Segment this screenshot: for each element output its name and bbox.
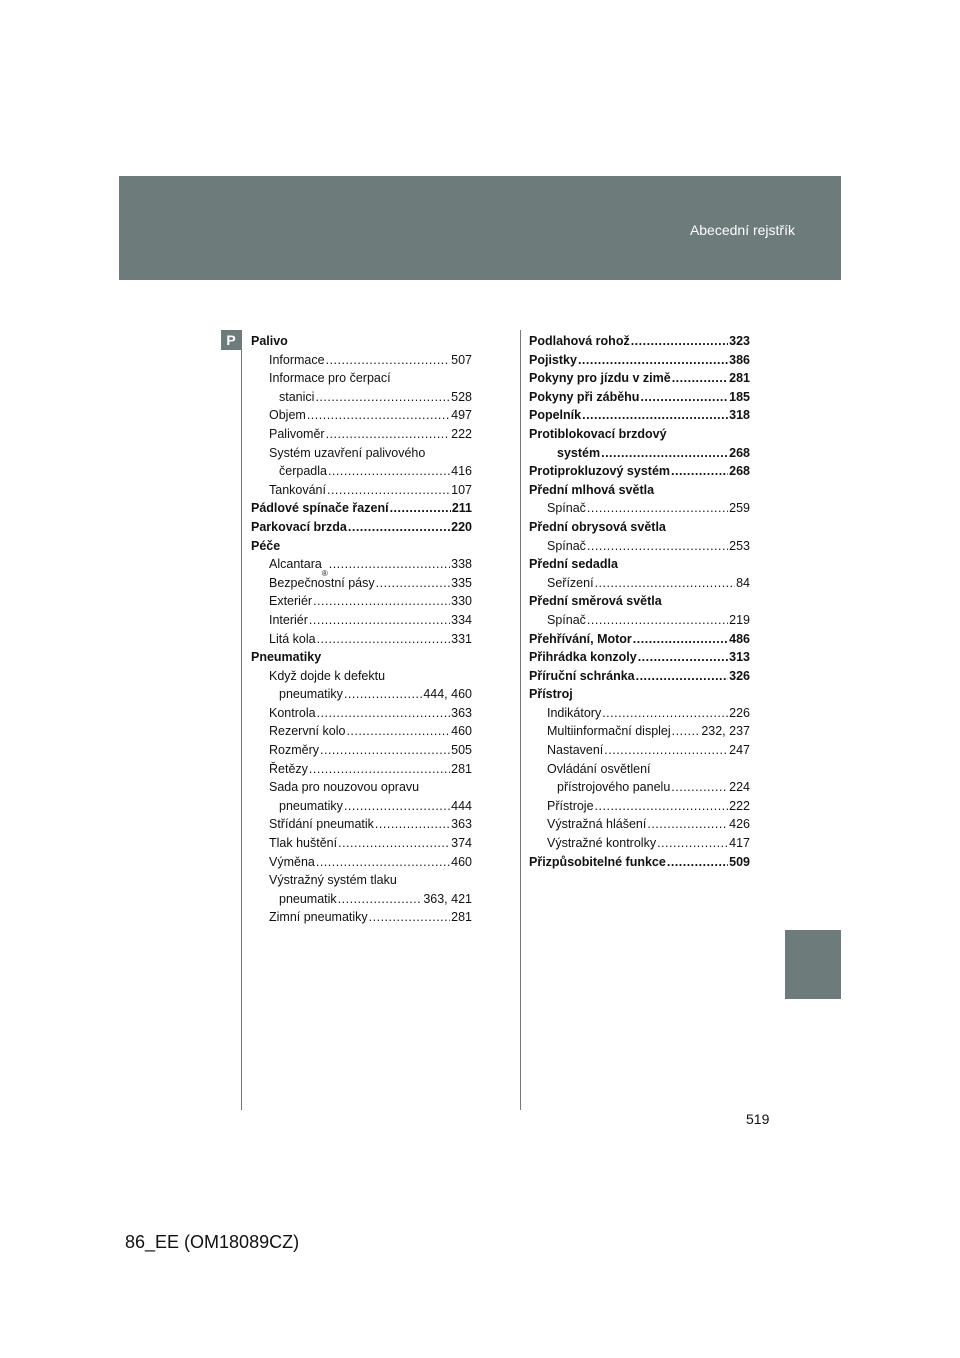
index-entry [529, 648, 750, 667]
column-divider-left [241, 330, 242, 1110]
index-entry [529, 815, 750, 834]
index-entry-label: Rezervní kolo [269, 724, 346, 739]
index-entry-label: Příruční schránka [529, 668, 635, 683]
dot-leader [604, 741, 728, 760]
index-entry-page[interactable]: 222 [451, 426, 472, 441]
index-entry-label: pneumatik [279, 891, 337, 906]
index-entry-label: Spínač [547, 538, 586, 553]
index-entry-page[interactable]: 107 [451, 482, 472, 497]
index-entry-label: Ovládání osvětlení [547, 761, 651, 776]
index-entry [251, 797, 472, 816]
index-entry [529, 667, 750, 686]
index-entry-label: Přizpůsobitelné funkce [529, 854, 666, 869]
index-entry-label: Indikátory [547, 705, 602, 720]
index-entry-page[interactable]: 268 [729, 464, 750, 479]
dot-leader [328, 462, 450, 481]
dot-leader [326, 351, 451, 370]
dot-leader [348, 518, 450, 537]
index-entry [529, 797, 750, 816]
index-entry [529, 760, 750, 779]
index-entry [529, 518, 750, 537]
index-entry-page[interactable]: 338 [451, 557, 472, 572]
index-entry-label: Parkovací brzda [251, 519, 347, 534]
index-entry-label: pneumatiky [279, 798, 343, 813]
index-entry-label: Pokyny pro jízdu v zimě [529, 371, 671, 386]
index-entry-page[interactable]: 224 [729, 780, 750, 795]
index-entry-label: Informace [269, 352, 325, 367]
page-number: 519 [746, 1111, 770, 1127]
index-entry-label: Tlak huštění [269, 836, 338, 851]
index-entry-page[interactable]: 363, 421 [423, 891, 472, 906]
index-entry-page[interactable]: 335 [451, 575, 472, 590]
index-entry [529, 722, 750, 741]
index-entry [251, 481, 472, 500]
dot-leader [346, 722, 450, 741]
index-entry [251, 853, 472, 872]
document-code: 86_EE (OM18089CZ) [125, 1232, 300, 1252]
index-entry [251, 741, 472, 760]
index-entry-label: Multiinformační displej [547, 724, 671, 739]
dot-leader [327, 481, 450, 500]
index-entry-label: Litá kola [269, 631, 316, 646]
dot-leader [317, 704, 451, 723]
dot-leader [602, 704, 728, 723]
index-entry [529, 369, 750, 388]
index-entry [251, 685, 472, 704]
index-entry-label: Přední směrová světla [529, 594, 662, 609]
index-entry [529, 332, 750, 351]
dot-leader [390, 499, 451, 518]
index-entry-label: Výstražná hlášení [547, 817, 647, 832]
index-entry-page[interactable]: 84 [736, 575, 750, 590]
index-entry-label: Systém uzavření palivového [269, 445, 426, 460]
dot-leader [582, 406, 728, 425]
index-entry-label: Zimní pneumatiky [269, 910, 368, 925]
index-entry [251, 425, 472, 444]
index-entry [529, 555, 750, 574]
index-entry-label: Pokyny při záběhu [529, 389, 640, 404]
index-entry [251, 388, 472, 407]
index-entry-label: Když dojde k defektu [269, 668, 386, 683]
index-entry-page[interactable]: 497 [451, 408, 472, 423]
index-entry [251, 778, 472, 797]
index-entry-label: pneumatiky [279, 687, 343, 702]
index-entry-label: Bezpečnostní pásy [269, 575, 375, 590]
index-entry [251, 444, 472, 463]
index-entry-page[interactable]: 528 [451, 389, 472, 404]
index-entry-label: Spínač [547, 501, 586, 516]
index-entry [529, 351, 750, 370]
index-entry [251, 611, 472, 630]
index-entry [251, 815, 472, 834]
index-entry-page[interactable]: 363 [451, 705, 472, 720]
dot-leader [376, 574, 451, 593]
index-entry [529, 685, 750, 704]
index-entry-page[interactable]: 426 [729, 817, 750, 832]
dot-leader [344, 685, 422, 704]
index-entry-label: Seřízení [547, 575, 594, 590]
dot-leader [338, 834, 450, 853]
index-letter-badge: P [221, 330, 241, 350]
index-entry [529, 704, 750, 723]
index-entry [529, 462, 750, 481]
index-entry [251, 760, 472, 779]
index-entry-page[interactable]: 259 [729, 501, 750, 516]
dot-leader [671, 462, 728, 481]
index-entry [251, 667, 472, 686]
index-entry-page[interactable]: 232, 237 [701, 724, 750, 739]
index-entry-label: Přední obrysová světla [529, 519, 666, 534]
index-entry-page[interactable]: 460 [451, 724, 472, 739]
index-entry-page[interactable]: 507 [451, 352, 472, 367]
index-entry-label: čerpadla [279, 464, 327, 479]
index-entry [529, 388, 750, 407]
dot-leader [369, 908, 450, 927]
dot-leader [315, 388, 450, 407]
index-entry [251, 499, 472, 518]
index-entry-page[interactable]: 268 [729, 445, 750, 460]
index-entry-page[interactable]: 220 [451, 519, 472, 534]
index-entry-page[interactable]: 326 [729, 668, 750, 683]
index-entry [251, 834, 472, 853]
section-title: Abecední rejstřík [689, 222, 795, 238]
index-entry-label: Kontrola [269, 705, 316, 720]
index-entry-page[interactable]: 318 [729, 408, 750, 423]
index-entry-page[interactable]: 247 [729, 743, 750, 758]
dot-leader [633, 630, 728, 649]
index-entry-page[interactable]: 417 [729, 836, 750, 851]
index-entry-page[interactable]: 211 [451, 501, 472, 516]
index-entry-label: Pádlové spínače řazení [251, 501, 389, 516]
index-entry [529, 499, 750, 518]
index-entry [251, 704, 472, 723]
header-band [119, 176, 841, 280]
index-entry-page[interactable]: 281 [729, 371, 750, 386]
dot-leader [313, 592, 450, 611]
dot-leader [317, 630, 451, 649]
index-entry-page[interactable]: 509 [729, 854, 750, 869]
index-column-right [529, 332, 750, 871]
index-entry-label: Péče [251, 538, 281, 553]
dot-leader [316, 853, 450, 872]
index-entry [251, 648, 472, 667]
side-thumb-tab [785, 930, 841, 999]
index-entry: Alcantara ® ..... 338 [251, 555, 472, 574]
index-entry-label: Rozměry [269, 743, 320, 758]
dot-leader [595, 797, 729, 816]
index-entry [251, 406, 472, 425]
index-entry-label: Přední mlhová světla [529, 482, 655, 497]
dot-leader [601, 444, 728, 463]
dot-leader [636, 667, 729, 686]
dot-leader [329, 555, 450, 574]
index-entry-label: Přístroje [547, 798, 594, 813]
index-entry-label: Sada pro nouzovou opravu [269, 780, 420, 795]
index-entry [251, 630, 472, 649]
index-entry-label: Výstražný systém tlaku [269, 873, 397, 888]
index-entry-page[interactable]: 253 [729, 538, 750, 553]
index-entry-page[interactable]: 281 [451, 761, 472, 776]
dot-leader [640, 388, 728, 407]
index-entry-page[interactable]: 226 [729, 705, 750, 720]
dot-leader [672, 369, 728, 388]
index-entry-label: Interiér [269, 612, 308, 627]
index-entry-label: Palivo [251, 334, 288, 348]
index-entry-page[interactable]: 386 [729, 352, 750, 367]
index-entry-page[interactable]: 331 [451, 631, 472, 646]
index-entry-label: systém [557, 445, 601, 460]
index-entry-label: Objem [269, 408, 306, 423]
dot-leader [309, 760, 450, 779]
dot-leader [344, 797, 450, 816]
index-entry [529, 611, 750, 630]
index-entry-label: Přehřívání, Motor [529, 631, 632, 646]
index-column-left [251, 332, 472, 927]
dot-leader [671, 778, 728, 797]
index-entry [251, 871, 472, 890]
index-entry-label: Střídání pneumatik [269, 817, 374, 832]
index-entry-label: Přihrádka konzoly [529, 650, 637, 665]
dot-leader [667, 853, 728, 872]
dot-leader [320, 741, 450, 760]
dot-leader [672, 722, 701, 741]
dot-leader [657, 834, 728, 853]
index-entry-label: Přístroj [529, 687, 573, 702]
index-entry [251, 722, 472, 741]
index-entry [529, 481, 750, 500]
dot-leader [375, 815, 450, 834]
column-divider-middle [520, 330, 521, 1110]
index-entry-page[interactable]: 486 [729, 631, 750, 646]
index-entry [251, 908, 472, 927]
index-entry-label: Řetězy [269, 761, 308, 776]
dot-leader [326, 425, 451, 444]
dot-leader [338, 890, 423, 909]
index-entry-label: Výměna [269, 854, 315, 869]
index-entry [529, 444, 750, 463]
dot-leader [638, 648, 728, 667]
index-entry-page[interactable]: 444 [451, 798, 472, 813]
index-entry-label: Alcantara [269, 557, 322, 572]
index-entry [251, 592, 472, 611]
index-entry [251, 462, 472, 481]
index-entry-label: Pneumatiky [251, 650, 322, 665]
index-entry-page[interactable]: 416 [451, 464, 472, 479]
index-entry [251, 890, 472, 909]
index-entry [529, 592, 750, 611]
index-entry-page[interactable]: 313 [729, 650, 750, 665]
index-entry-page[interactable]: 330 [451, 594, 472, 609]
dot-leader [631, 332, 728, 351]
index-entry-page[interactable]: 505 [451, 743, 472, 758]
index-entry [251, 369, 472, 388]
index-entry [251, 518, 472, 537]
index-entry-label: Spínač [547, 612, 586, 627]
dot-leader [587, 537, 728, 556]
index-entry-label: Informace pro čerpací [269, 371, 391, 386]
index-entry-label: Protiprokluzový systém [529, 464, 671, 479]
index-entry [251, 574, 472, 593]
index-entry [251, 537, 472, 556]
dot-leader [587, 611, 728, 630]
index-entry [251, 332, 472, 351]
index-entry-label: Přední sedadla [529, 557, 618, 572]
index-entry-label: Exteriér [269, 594, 313, 609]
index-entry-label: Protiblokovací brzdový [529, 426, 667, 441]
index-entry [529, 834, 750, 853]
index-entry-page[interactable]: 363 [451, 817, 472, 832]
dot-leader [578, 351, 728, 370]
index-entry [251, 351, 472, 370]
index-entry [529, 853, 750, 872]
dot-leader [647, 815, 728, 834]
index-entry-page[interactable]: 374 [451, 836, 472, 851]
index-entry-label: stanici [279, 389, 315, 404]
index-entry-label: Popelník [529, 408, 582, 423]
index-entry-page[interactable]: 323 [729, 334, 750, 348]
dot-leader [309, 611, 450, 630]
index-entry [529, 630, 750, 649]
index-entry-label: Pojistky [529, 352, 577, 367]
index-entry-label: Palivoměr [269, 426, 325, 441]
index-entry [529, 537, 750, 556]
index-entry-label: přístrojového panelu [557, 780, 671, 795]
dot-leader [307, 406, 450, 425]
index-entry [529, 741, 750, 760]
index-entry [529, 778, 750, 797]
index-entry-page[interactable]: 460 [451, 854, 472, 869]
index-entry-page[interactable]: 219 [729, 612, 750, 627]
index-entry-page[interactable]: 281 [451, 910, 472, 925]
index-entry-page[interactable]: 334 [451, 612, 472, 627]
index-entry-label: Nastavení [547, 743, 604, 758]
index-entry [529, 574, 750, 593]
index-entry [529, 425, 750, 444]
index-entry-label: Výstražné kontrolky [547, 836, 657, 851]
index-entry [529, 406, 750, 425]
index-entry-label: Podlahová rohož [529, 334, 630, 348]
index-entry-label: Tankování [269, 482, 326, 497]
index-entry-page[interactable]: 185 [729, 389, 750, 404]
dot-leader [595, 574, 736, 593]
index-entry-page[interactable]: 222 [729, 798, 750, 813]
dot-leader [587, 499, 728, 518]
index-entry-page[interactable]: 444, 460 [423, 687, 472, 702]
